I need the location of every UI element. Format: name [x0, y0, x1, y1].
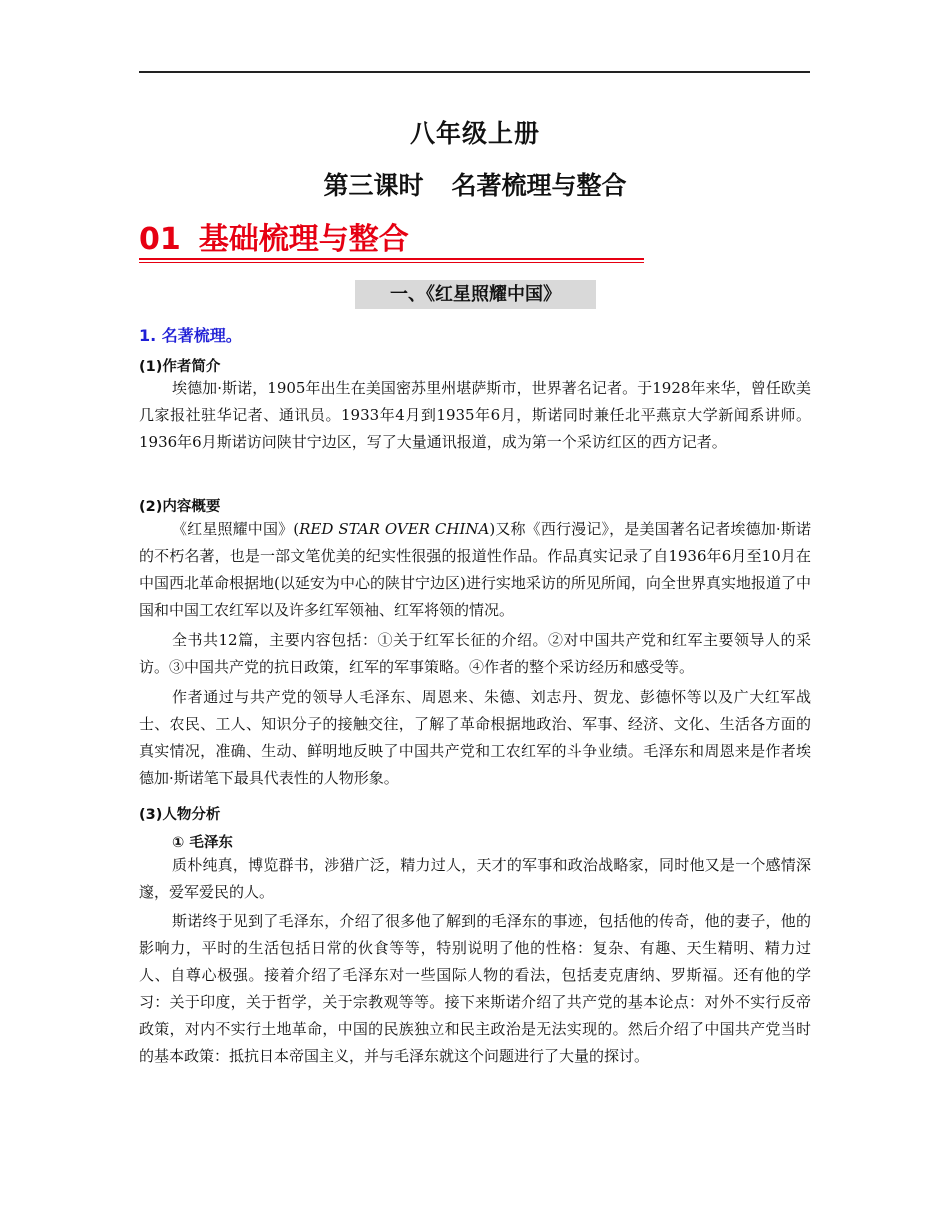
book-heading: 一、《红星照耀中国》	[355, 280, 596, 309]
page-title: 八年级上册	[409, 119, 540, 148]
section-number: 01	[139, 222, 181, 257]
summary-p1-before: 《红星照耀中国》(	[172, 520, 300, 538]
lesson-title	[0, 166, 950, 202]
mao-paragraph-1: 质朴纯真，博览群书，涉猎广泛，精力过人，天才的军事和政治战略家，同时他又是一个感情深邃，爱军爱民的人。	[139, 856, 811, 901]
summary-paragraph-3: 作者通过与共产党的领导人毛泽东、周恩来、朱德、刘志丹、贺龙、彭德怀等以及广大红军战士、农民、工人、知识分子的接触交往，了解了革命根据地政治、军事、经济、文化、生活各方面的真实情况，准确、生动、鲜明地反映了中国共产党和工农红军的斗争业绩。毛泽东和周恩来是作者埃德加·斯诺笔下最具代表性的人物形象。	[139, 688, 811, 787]
top-rule	[139, 71, 810, 73]
characters-heading: (3)人物分析	[139, 807, 221, 823]
summary-heading: (2)内容概要	[139, 499, 221, 515]
lesson-number: 第三课时	[323, 171, 424, 200]
author-heading: (1)作者简介	[139, 359, 221, 375]
summary-english-title: RED STAR OVER CHINA	[299, 520, 490, 538]
section-underline-thin	[139, 262, 644, 263]
section-underline	[139, 258, 644, 260]
summary-paragraph-2: 全书共12篇，主要内容包括：①关于红军长征的介绍。②对中国共产党和红军主要领导人的采访。③中国共产党的抗日政策，红军的军事策略。④作者的整个采访经历和感受等。	[139, 631, 811, 676]
mao-paragraph-2: 斯诺终于见到了毛泽东，介绍了很多他了解到的毛泽东的事迹，包括他的传奇，他的妻子，他的影响力，平时的生活包括日常的伙食等等，特别说明了他的性格：复杂、有趣、天生精明、精力过人、自尊心极强。接着介绍了毛泽东对一些国际人物的看法，包括麦克唐纳、罗斯福。还有他的学习：关于印度，关于哲学，关于宗教观等等。接下来斯诺介绍了共产党的基本论点：对外不实行反帝政策，对内不实行土地革命，中国的民族独立和民主政治是无法实现的。然后介绍了中国共产党当时的基本政策：抵抗日本帝国主义，并与毛泽东就这个问题进行了大量的探讨。	[139, 912, 811, 1065]
author-paragraph: 埃德加·斯诺，1905年出生在美国密苏里州堪萨斯市，世界著名记者。于1928年来华，曾任欧美几家报社驻华记者、通讯员。1933年4月到1935年6月，斯诺同时兼任北平燕京大学新闻系讲师。1936年6月斯诺访问陕甘宁边区，写了大量通讯报道，成为第一个采访红区的西方记者。	[139, 379, 811, 451]
part-heading: 1. 名著梳理。	[139, 326, 242, 345]
summary-paragraph-1	[139, 516, 811, 624]
section-title: 基础梳理与整合	[198, 222, 409, 257]
summary-p1-after: )又称《西行漫记》，是美国著名记者埃德加·斯诺的不朽名著，也是一部文笔优美的纪实性很强的报道性作品。作品真实记录了自1936年6月至10月在中国西北革命根据地(以延安为中心的陕甘宁边区)进行实地采访的所见所闻，向全世界真实地报道了中国和中国工农红军以及许多红军领袖、红军将领的情况。	[139, 520, 811, 619]
lesson-topic: 名著梳理与整合	[451, 171, 627, 200]
mao-heading: ① 毛泽东	[172, 835, 233, 851]
